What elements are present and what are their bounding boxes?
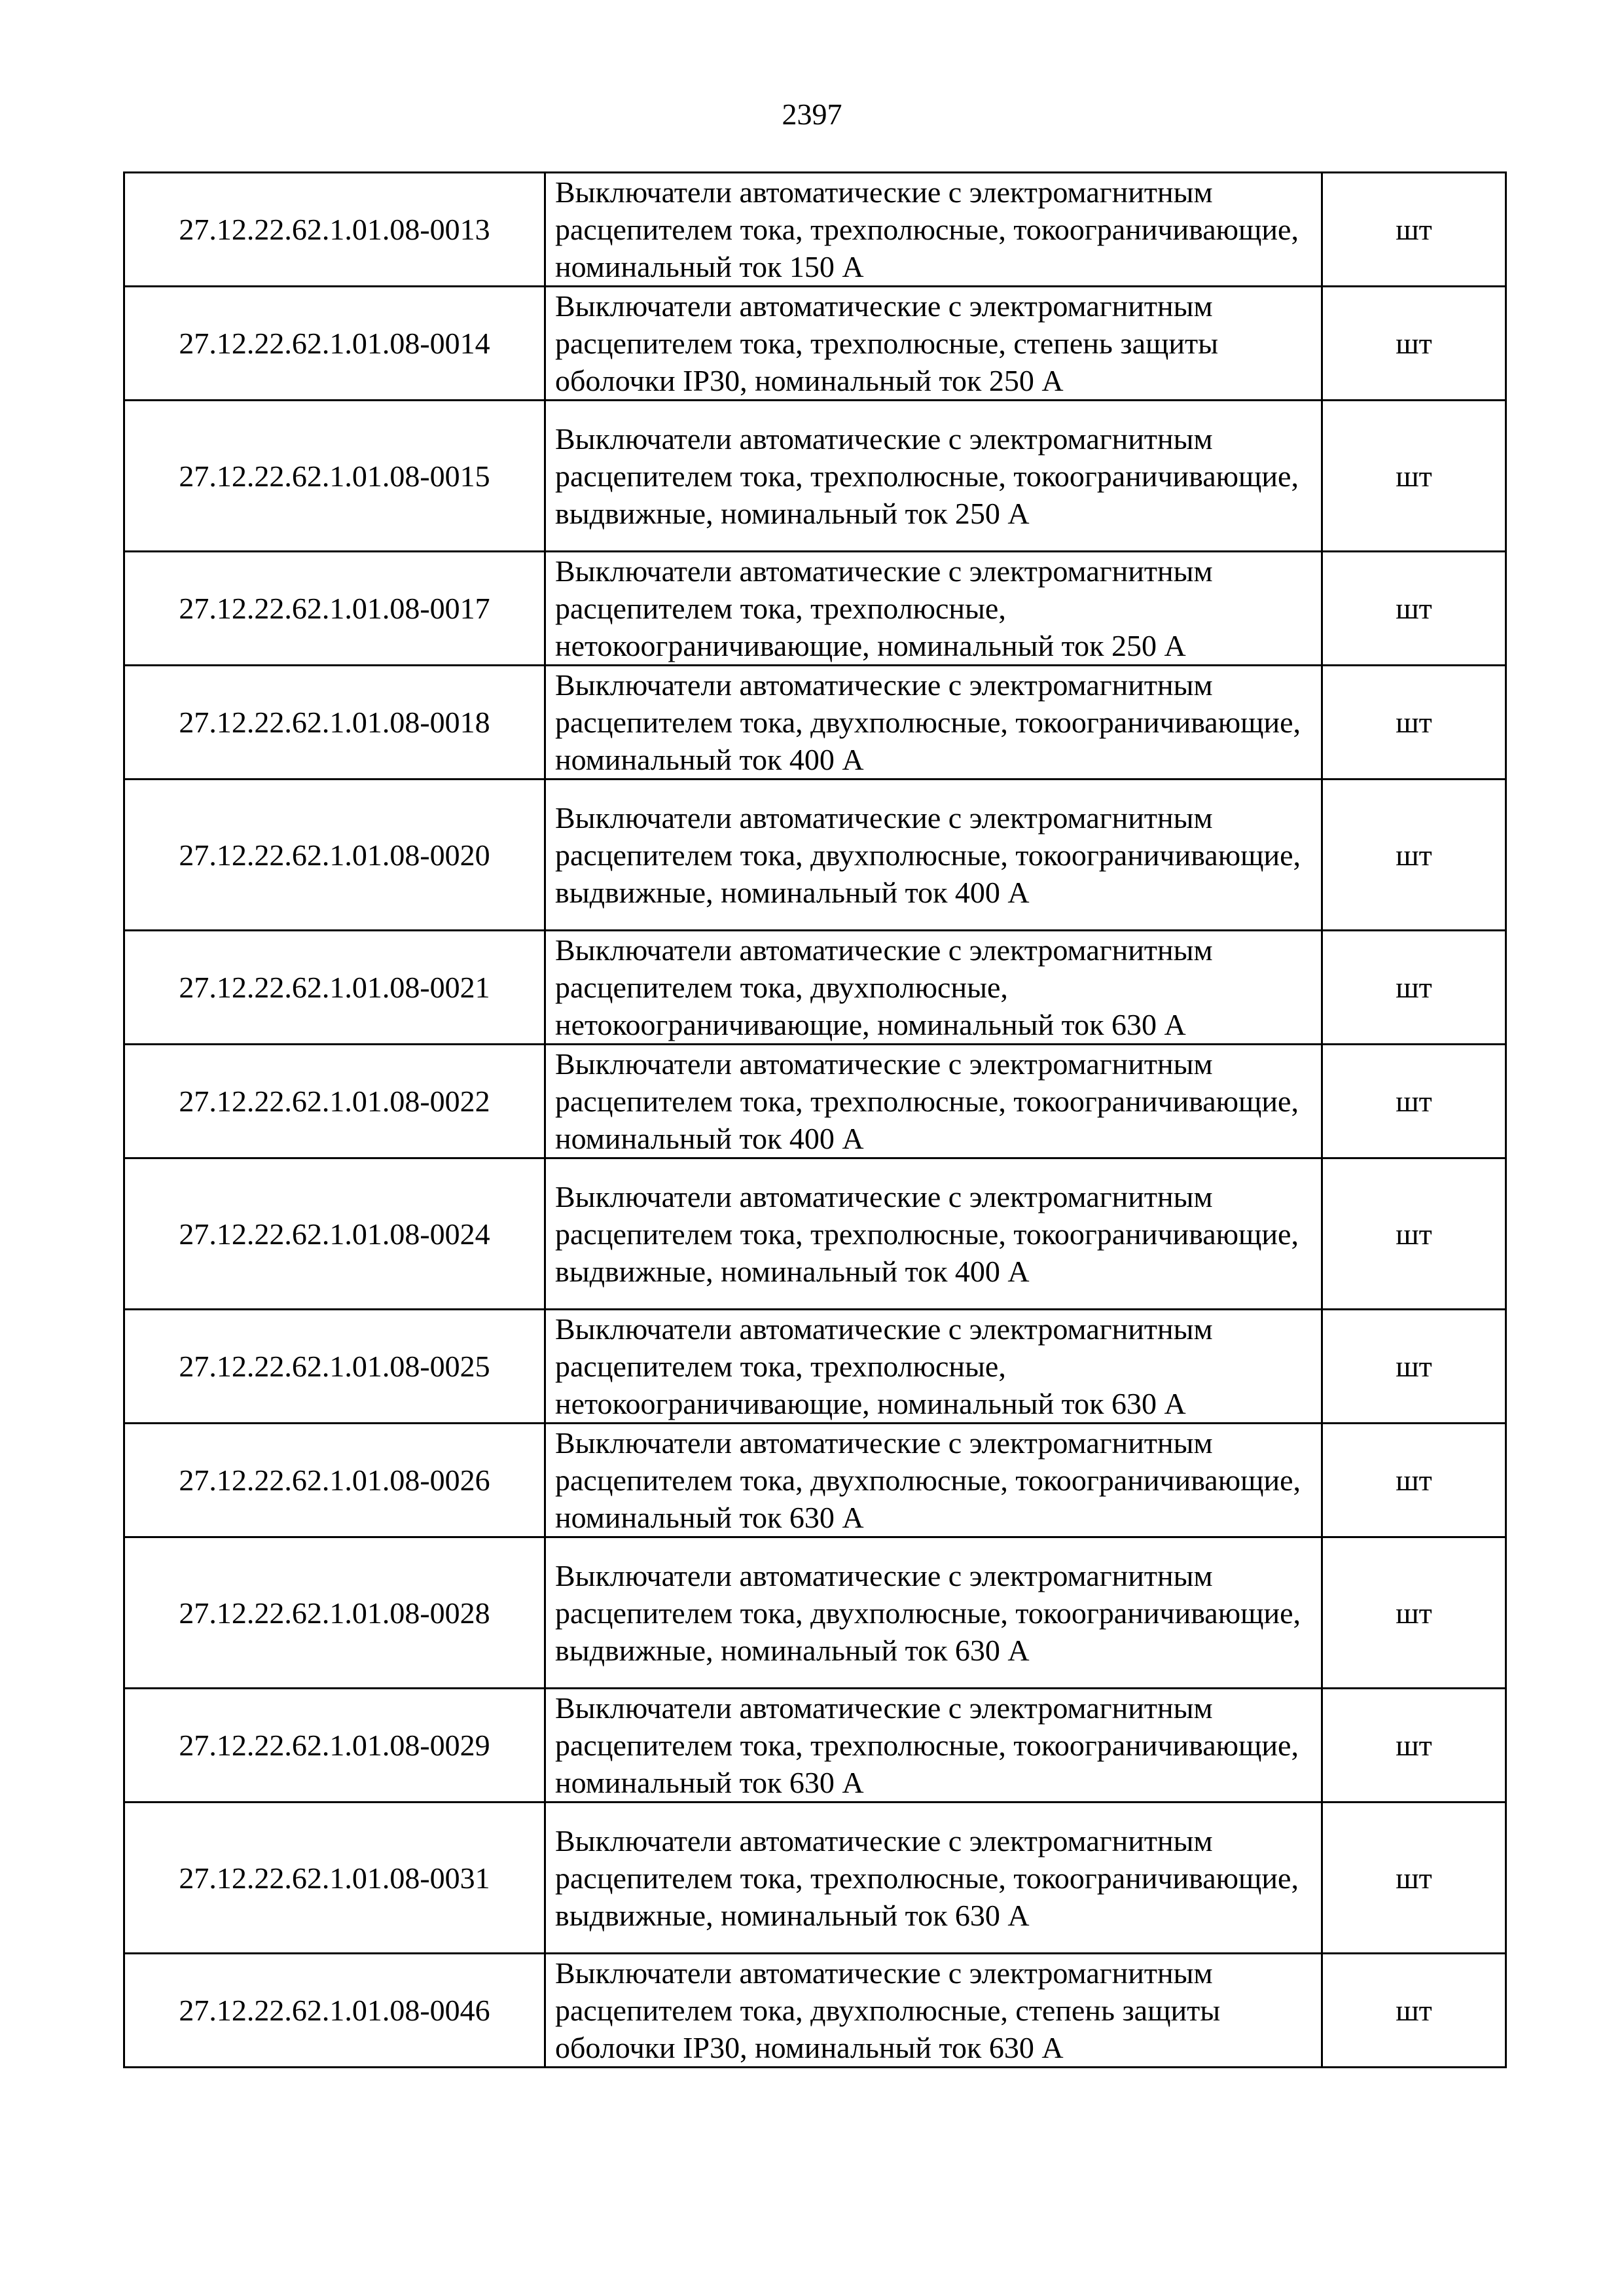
resource-code-cell: 27.12.22.62.1.01.08-0020 <box>124 780 545 931</box>
table-row <box>124 1537 1506 1689</box>
resource-code-cell: 27.12.22.62.1.01.08-0026 <box>124 1424 545 1537</box>
unit-cell: шт <box>1322 401 1506 552</box>
resource-description-cell: Выключатели автоматические с электромагнитным расцепителем тока, двухполюсные, степень защиты оболочки IP30, номинальный ток 630 А <box>545 1954 1322 2068</box>
table-row <box>124 173 1506 287</box>
resource-description-cell: Выключатели автоматические с электромагнитным расцепителем тока, трехполюсные, токоограничивающие, выдвижные, номинальный ток 630 А <box>545 1803 1322 1954</box>
resource-description-cell: Выключатели автоматические с электромагнитным расцепителем тока, трехполюсные, нетокоограничивающие, номинальный ток 630 А <box>545 1310 1322 1424</box>
unit-cell: шт <box>1322 780 1506 931</box>
unit-cell: шт <box>1322 1045 1506 1158</box>
resource-code-cell: 27.12.22.62.1.01.08-0046 <box>124 1954 545 2068</box>
resource-code-cell: 27.12.22.62.1.01.08-0031 <box>124 1803 545 1954</box>
resource-code-cell: 27.12.22.62.1.01.08-0015 <box>124 401 545 552</box>
resource-code-cell: 27.12.22.62.1.01.08-0018 <box>124 666 545 780</box>
resource-description-cell: Выключатели автоматические с электромагнитным расцепителем тока, двухполюсные, токоограничивающие, выдвижные, номинальный ток 630 А <box>545 1537 1322 1689</box>
table-row <box>124 1045 1506 1158</box>
unit-cell: шт <box>1322 931 1506 1045</box>
table-row <box>124 287 1506 401</box>
resource-description-cell: Выключатели автоматические с электромагнитным расцепителем тока, трехполюсные, токоограничивающие, номинальный ток 150 А <box>545 173 1322 287</box>
unit-cell: шт <box>1322 666 1506 780</box>
resource-code-cell: 27.12.22.62.1.01.08-0028 <box>124 1537 545 1689</box>
table-row <box>124 931 1506 1045</box>
unit-cell: шт <box>1322 1424 1506 1537</box>
resource-code-cell: 27.12.22.62.1.01.08-0013 <box>124 173 545 287</box>
resource-description-cell: Выключатели автоматические с электромагнитным расцепителем тока, двухполюсные, нетокоограничивающие, номинальный ток 630 А <box>545 931 1322 1045</box>
table-row <box>124 666 1506 780</box>
resource-description-cell: Выключатели автоматические с электромагнитным расцепителем тока, трехполюсные, токоограничивающие, номинальный ток 400 А <box>545 1045 1322 1158</box>
unit-cell: шт <box>1322 1954 1506 2068</box>
resource-description-cell: Выключатели автоматические с электромагнитным расцепителем тока, трехполюсные, нетокоограничивающие, номинальный ток 250 А <box>545 552 1322 666</box>
table-row <box>124 1689 1506 1803</box>
resource-code-cell: 27.12.22.62.1.01.08-0021 <box>124 931 545 1045</box>
unit-cell: шт <box>1322 1310 1506 1424</box>
resource-description-cell: Выключатели автоматические с электромагнитным расцепителем тока, трехполюсные, токоограничивающие, выдвижные, номинальный ток 250 А <box>545 401 1322 552</box>
table-row <box>124 1158 1506 1310</box>
unit-cell: шт <box>1322 552 1506 666</box>
resource-description-cell: Выключатели автоматические с электромагнитным расцепителем тока, трехполюсные, токоограничивающие, номинальный ток 630 А <box>545 1689 1322 1803</box>
unit-cell: шт <box>1322 287 1506 401</box>
resource-code-cell: 27.12.22.62.1.01.08-0025 <box>124 1310 545 1424</box>
resource-code-cell: 27.12.22.62.1.01.08-0014 <box>124 287 545 401</box>
resource-table <box>123 171 1507 2068</box>
resource-description-cell: Выключатели автоматические с электромагнитным расцепителем тока, двухполюсные, токоограничивающие, номинальный ток 400 А <box>545 666 1322 780</box>
table-row <box>124 1424 1506 1537</box>
resource-code-cell: 27.12.22.62.1.01.08-0017 <box>124 552 545 666</box>
resource-code-cell: 27.12.22.62.1.01.08-0029 <box>124 1689 545 1803</box>
table-row <box>124 1310 1506 1424</box>
resource-description-cell: Выключатели автоматические с электромагнитным расцепителем тока, трехполюсные, токоограничивающие, выдвижные, номинальный ток 400 А <box>545 1158 1322 1310</box>
unit-cell: шт <box>1322 1537 1506 1689</box>
unit-cell: шт <box>1322 1689 1506 1803</box>
table-row <box>124 1954 1506 2068</box>
resource-description-cell: Выключатели автоматические с электромагнитным расцепителем тока, трехполюсные, степень защиты оболочки IP30, номинальный ток 250 А <box>545 287 1322 401</box>
resource-description-cell: Выключатели автоматические с электромагнитным расцепителем тока, двухполюсные, токоограничивающие, номинальный ток 630 А <box>545 1424 1322 1537</box>
unit-cell: шт <box>1322 173 1506 287</box>
resource-description-cell: Выключатели автоматические с электромагнитным расцепителем тока, двухполюсные, токоограничивающие, выдвижные, номинальный ток 400 А <box>545 780 1322 931</box>
unit-cell: шт <box>1322 1803 1506 1954</box>
table-row <box>124 401 1506 552</box>
table-row <box>124 780 1506 931</box>
page-number: 2397 <box>782 98 842 131</box>
resource-code-cell: 27.12.22.62.1.01.08-0022 <box>124 1045 545 1158</box>
resource-code-cell: 27.12.22.62.1.01.08-0024 <box>124 1158 545 1310</box>
resource-table-body <box>124 173 1506 2068</box>
table-row <box>124 1803 1506 1954</box>
table-row <box>124 552 1506 666</box>
unit-cell: шт <box>1322 1158 1506 1310</box>
